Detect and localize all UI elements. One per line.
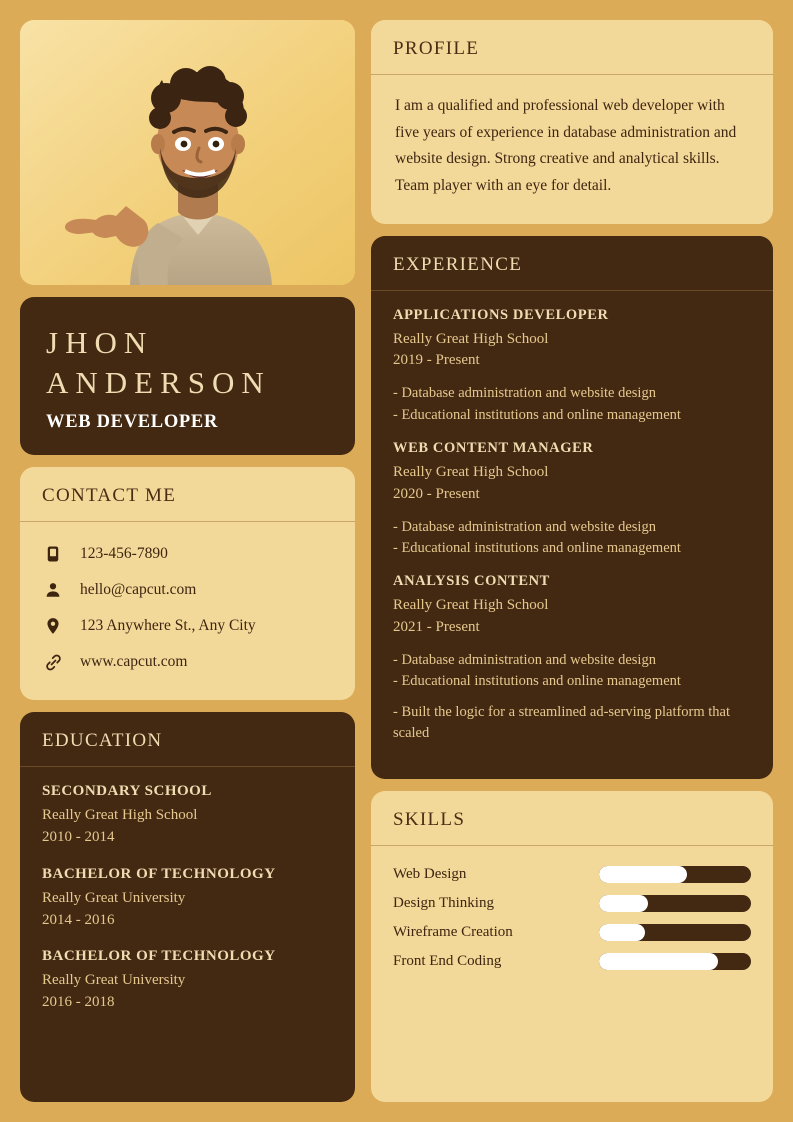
skill-bar-fill: [599, 924, 645, 941]
skill-bar-fill: [599, 866, 687, 883]
education-item: [42, 948, 333, 1014]
education-degree: BACHELOR OF TECHNOLOGY: [42, 948, 276, 965]
education-degree: BACHELOR OF TECHNOLOGY: [42, 865, 276, 882]
education-school: Really Great University: [42, 889, 186, 906]
skill-bar: [599, 866, 751, 883]
experience-bullet: - Database administration and website design: [393, 651, 656, 668]
portrait-photo: [20, 20, 355, 285]
skills-card: [371, 791, 773, 1102]
experience-bullets: [393, 650, 751, 745]
experience-bullets: [393, 383, 751, 426]
profile-heading: PROFILE: [371, 20, 773, 75]
skill-item: [393, 918, 751, 947]
first-name: JHON: [46, 325, 154, 360]
link-icon: [42, 651, 64, 673]
skill-bar-fill: [599, 953, 718, 970]
skill-item: [393, 860, 751, 889]
profile-text: I am a qualified and professional web developer with five years of experience in database administration and website design. Strong creative and analytical skills. Team player with an eye for detail.: [395, 97, 737, 194]
education-school: Really Great University: [42, 972, 186, 989]
experience-item: [393, 307, 751, 426]
experience-org: Really Great High School: [393, 597, 549, 614]
contact-list: [20, 522, 355, 700]
contact-value: hello@capcut.com: [80, 581, 197, 599]
name-card: [20, 297, 355, 455]
experience-role: ANALYSIS CONTENT: [393, 573, 550, 590]
education-item: [42, 783, 333, 849]
education-card: [20, 712, 355, 1102]
skill-item: [393, 889, 751, 918]
skill-bar: [599, 953, 751, 970]
phone-icon: [42, 543, 64, 565]
skill-label: Front End Coding: [393, 952, 502, 969]
contact-heading: CONTACT ME: [20, 467, 355, 522]
skill-item: [393, 947, 751, 976]
experience-bullet: - Database administration and website design: [393, 518, 656, 535]
skill-bar-fill: [599, 895, 648, 912]
experience-item: [393, 573, 751, 744]
experience-role: WEB CONTENT MANAGER: [393, 440, 594, 457]
skills-list: [371, 846, 773, 998]
last-name: ANDERSON: [46, 364, 271, 400]
profile-photo-card: [20, 20, 355, 285]
location-pin-icon: [42, 615, 64, 637]
left-column: [20, 20, 355, 1102]
contact-card: [20, 467, 355, 700]
experience-org: Really Great High School: [393, 464, 549, 481]
experience-org: Really Great High School: [393, 330, 549, 347]
experience-bullet: - Educational institutions and online management: [393, 406, 681, 423]
contact-item-address[interactable]: [42, 608, 333, 644]
experience-role: APPLICATIONS DEVELOPER: [393, 306, 609, 323]
skill-label: Web Design: [393, 865, 467, 882]
education-list: [20, 767, 355, 1038]
experience-bullet: - Educational institutions and online management: [393, 539, 681, 556]
skills-heading: SKILLS: [371, 791, 773, 846]
contact-item-phone[interactable]: [42, 536, 333, 572]
contact-value: 123-456-7890: [80, 545, 168, 563]
right-column: [371, 20, 773, 1102]
skill-bar: [599, 895, 751, 912]
experience-heading: EXPERIENCE: [371, 236, 773, 291]
experience-bullet: - Database administration and website design: [393, 385, 656, 402]
experience-item: [393, 440, 751, 559]
skill-label: Wireframe Creation: [393, 923, 513, 940]
skill-label: Design Thinking: [393, 894, 494, 911]
experience-years: 2020 - Present: [393, 485, 480, 502]
education-years: 2016 - 2018: [42, 994, 115, 1011]
experience-bullet: - Built the logic for a streamlined ad-serving platform that scaled: [393, 703, 731, 742]
education-school: Really Great High School: [42, 807, 198, 824]
education-degree: SECONDARY SCHOOL: [42, 783, 212, 800]
experience-bullet: - Educational institutions and online management: [393, 673, 681, 690]
education-heading: EDUCATION: [20, 712, 355, 767]
skill-bar: [599, 924, 751, 941]
education-years: 2014 - 2016: [42, 911, 115, 928]
education-item: [42, 866, 333, 932]
experience-years: 2019 - Present: [393, 352, 480, 369]
education-years: 2010 - 2014: [42, 829, 115, 846]
job-title: WEB DEVELOPER: [46, 412, 219, 433]
contact-value: www.capcut.com: [80, 653, 188, 671]
experience-years: 2021 - Present: [393, 619, 480, 636]
contact-value: 123 Anywhere St., Any City: [80, 617, 256, 635]
profile-card: [371, 20, 773, 224]
contact-item-email[interactable]: [42, 572, 333, 608]
contact-item-website[interactable]: [42, 644, 333, 680]
experience-bullets: [393, 517, 751, 560]
experience-card: [371, 236, 773, 779]
person-icon: [42, 579, 64, 601]
experience-list: [371, 291, 773, 779]
